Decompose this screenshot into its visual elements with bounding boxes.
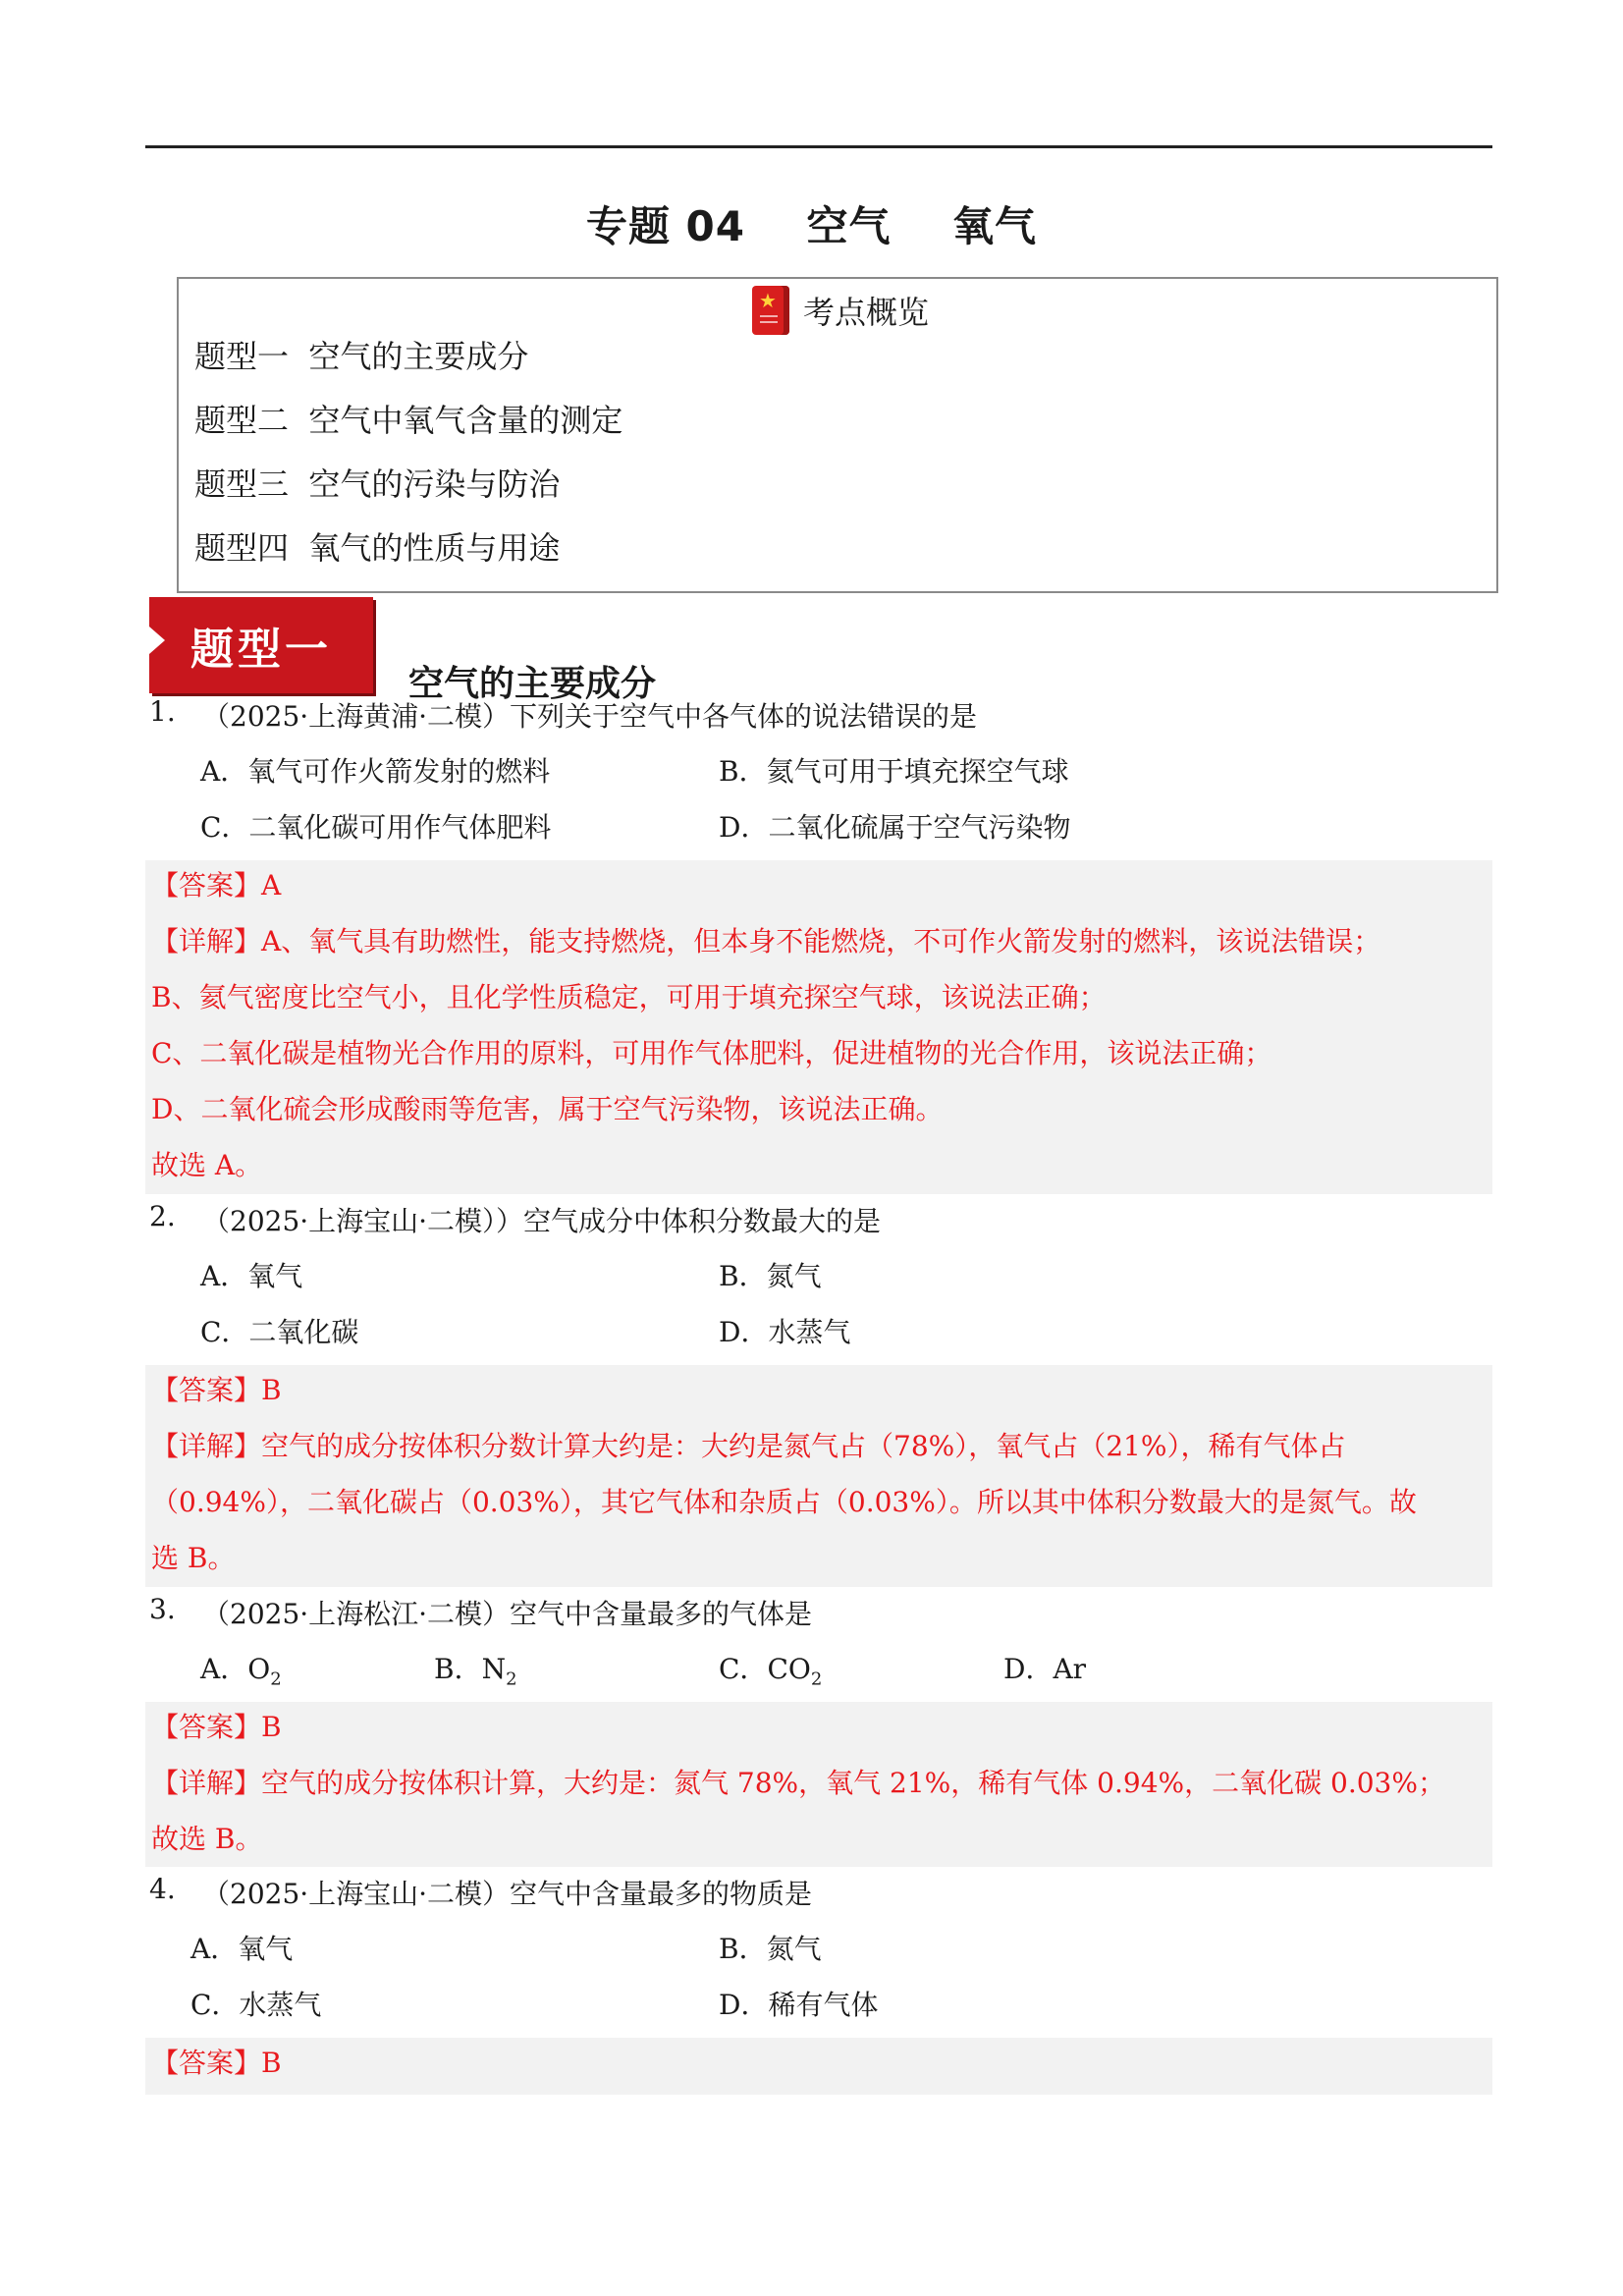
detail-line: C、二氧化碳是植物光合作用的原料，可用作气体肥料，促进植物的光合作用，该说法正确； bbox=[151, 1037, 1272, 1069]
question-number: 3. bbox=[149, 1593, 176, 1625]
question-number: 2. bbox=[149, 1200, 176, 1232]
overview-item: 题型一 空气的主要成分 bbox=[194, 338, 529, 375]
overview-item: 题型三 空气的污染与防治 bbox=[194, 465, 561, 503]
answer-box bbox=[145, 2038, 1492, 2095]
option-d: D．稀有气体 bbox=[719, 1989, 879, 2021]
option-c: C．二氧化碳可用作气体肥料 bbox=[200, 811, 552, 844]
option-b: B．$N_2$ bbox=[434, 1653, 517, 1690]
detail-line: 【详解】空气的成分按体积分数计算大约是：大约是氮气占（78%），氧气占（21%），稀有气体占 bbox=[151, 1430, 1346, 1462]
option-d: D．二氧化硫属于空气污染物 bbox=[719, 811, 1071, 844]
answer-box bbox=[145, 1365, 1492, 1587]
question-stem: （2025·上海黄浦·二模）下列关于空气中各气体的说法错误的是 bbox=[202, 700, 978, 733]
detail-line: 故选 B。 bbox=[151, 1823, 263, 1855]
question-number: 4. bbox=[149, 1873, 176, 1905]
detail-line: 选 B。 bbox=[151, 1542, 236, 1574]
overview-item: 题型二 空气中氧气含量的测定 bbox=[194, 402, 623, 439]
option-d: D．水蒸气 bbox=[719, 1316, 851, 1348]
option-c: C．水蒸气 bbox=[190, 1989, 322, 2021]
option-b: B．氦气可用于填充探空气球 bbox=[719, 755, 1069, 788]
question-number: 1. bbox=[149, 695, 176, 728]
answer-box bbox=[145, 860, 1492, 1194]
overview-box bbox=[177, 277, 1498, 593]
answer-label: 【答案】B bbox=[151, 1711, 282, 1743]
detail-line: （0.94%），二氧化碳占（0.03%），其它气体和杂质占（0.03%）。所以其中体积分数最大的是氮气。故 bbox=[151, 1486, 1417, 1518]
option-b: B．氮气 bbox=[719, 1260, 822, 1292]
option-a: A．氧气可作火箭发射的燃料 bbox=[200, 755, 551, 788]
option-c: C．二氧化碳 bbox=[200, 1316, 359, 1348]
question-stem: （2025·上海松江·二模）空气中含量最多的气体是 bbox=[202, 1598, 813, 1630]
detail-line: B、氦气密度比空气小，且化学性质稳定，可用于填充探空气球，该说法正确； bbox=[151, 981, 1107, 1013]
answer-label: 【答案】B bbox=[151, 1374, 282, 1406]
answer-box bbox=[145, 1702, 1492, 1867]
detail-line: D、二氧化硫会形成酸雨等危害，属于空气污染物，该说法正确。 bbox=[151, 1093, 944, 1125]
detail-line: 【详解】A、氧气具有助燃性，能支持燃烧，但本身不能燃烧，不可作火箭发射的燃料，该说法错误； bbox=[151, 925, 1381, 957]
option-c: C．$CO_2$ bbox=[719, 1653, 823, 1690]
option-a: A．$O_2$ bbox=[200, 1653, 282, 1690]
overview-item: 题型四 氧气的性质与用途 bbox=[194, 529, 561, 567]
document-title: 专题 04 空气 氧气 bbox=[585, 202, 1038, 250]
option-d: D．Ar bbox=[1003, 1653, 1087, 1685]
top-rule bbox=[145, 145, 1492, 148]
question-stem: （2025·上海宝山·二模））空气成分中体积分数最大的是 bbox=[202, 1205, 882, 1237]
section-title: 空气的主要成分 bbox=[408, 664, 657, 704]
option-a: A．氧气 bbox=[190, 1933, 294, 1965]
detail-line: 【详解】空气的成分按体积计算，大约是：氮气 78%，氧气 21%，稀有气体 0.94%，二氧化碳 0.03%； bbox=[151, 1767, 1445, 1799]
answer-label: 【答案】A bbox=[151, 869, 282, 902]
answer-label: 【答案】B bbox=[151, 2047, 282, 2079]
overview-heading: ★ 考点概览 bbox=[752, 283, 929, 338]
section-banner: 题型一 bbox=[149, 597, 373, 693]
book-icon: ★ bbox=[752, 286, 789, 335]
option-a: A．氧气 bbox=[200, 1260, 303, 1292]
option-b: B．氮气 bbox=[719, 1933, 822, 1965]
detail-line: 故选 A。 bbox=[151, 1149, 263, 1181]
question-stem: （2025·上海宝山·二模）空气中含量最多的物质是 bbox=[202, 1878, 813, 1910]
